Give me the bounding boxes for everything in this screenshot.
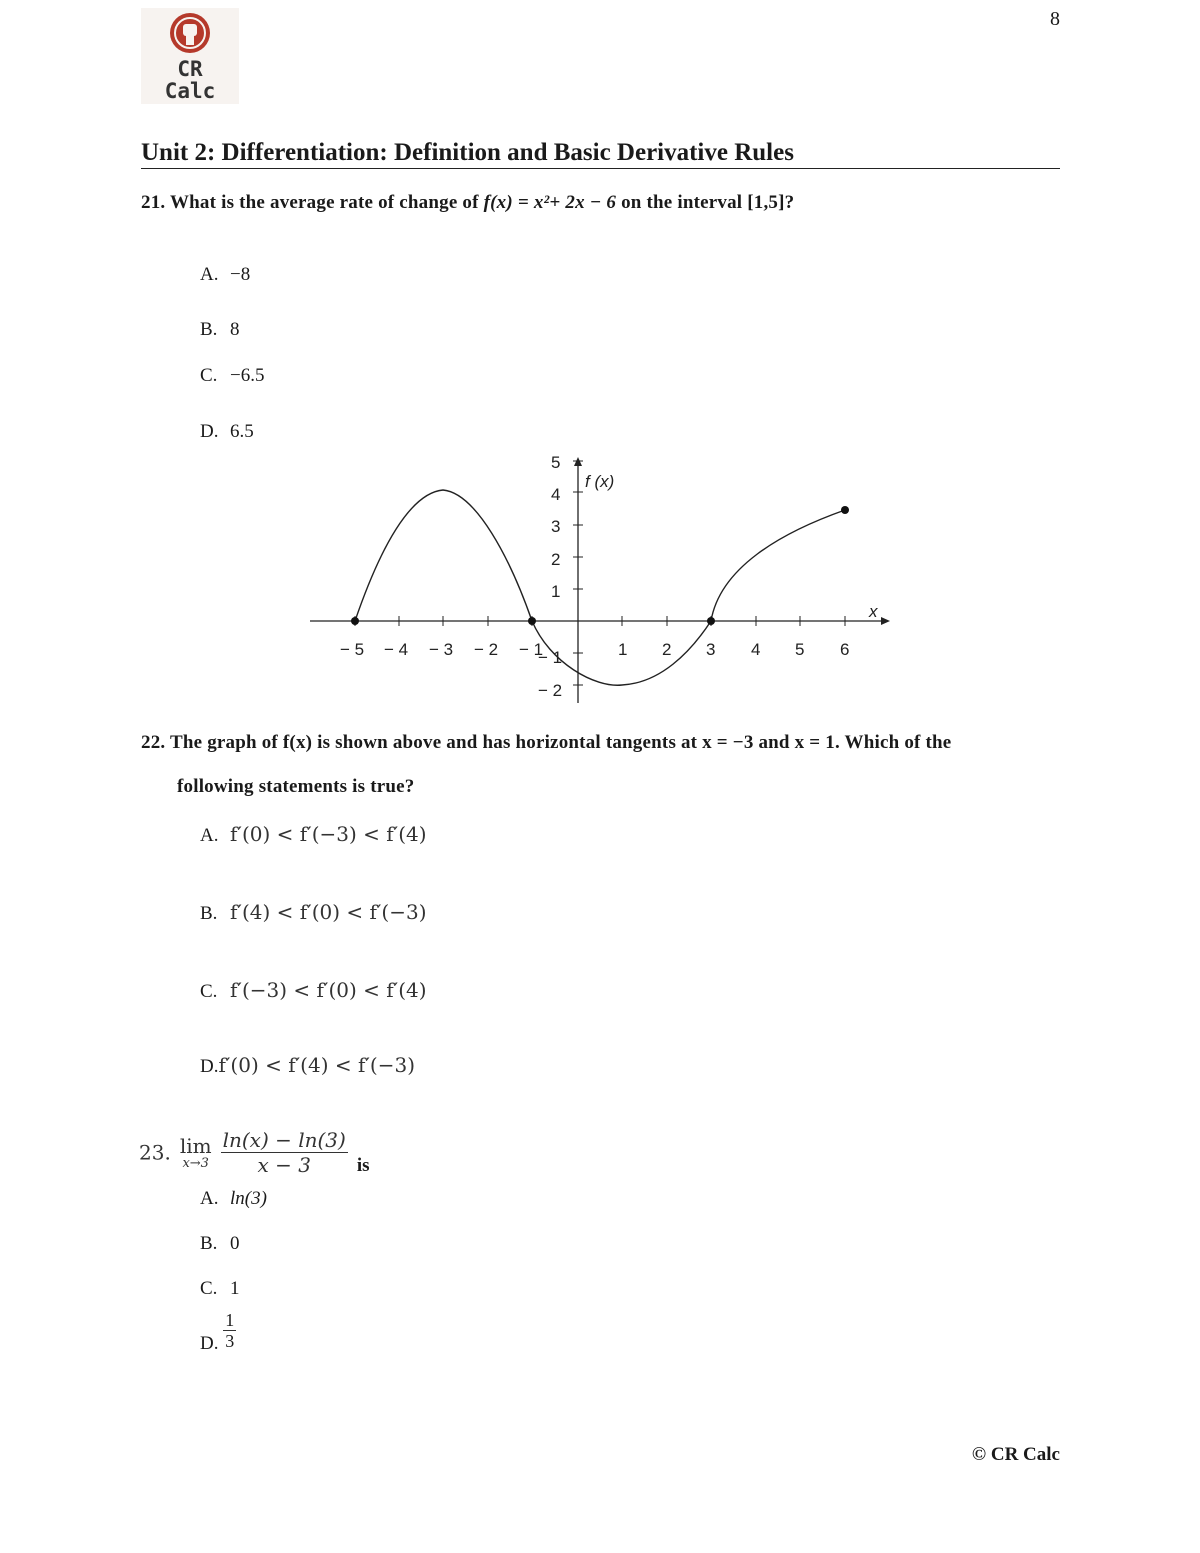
x-axis-label: x xyxy=(869,602,878,621)
q22-option-d[interactable] xyxy=(200,1053,415,1078)
x-tick-label: 5 xyxy=(795,640,805,659)
x-tick-label: 2 xyxy=(662,640,672,659)
lim-subscript: x→3 xyxy=(182,1155,209,1171)
option-text: f′(0) < f′(4) < f′(−3) xyxy=(218,1053,416,1077)
option-label: D. xyxy=(200,421,219,442)
question-number: 23. xyxy=(139,1140,171,1165)
q22-option-b[interactable] xyxy=(200,900,427,925)
q21-option-b[interactable] xyxy=(200,319,240,341)
y-tick-label: 3 xyxy=(551,517,561,536)
option-label: A. xyxy=(200,1188,219,1209)
x-tick-label: 4 xyxy=(751,640,761,659)
x-tick-label: − 1 xyxy=(519,640,544,659)
option-text: 0 xyxy=(230,1233,240,1254)
page-title: Unit 2: Differentiation: Definition and Basic Derivative Rules xyxy=(141,138,1060,169)
x-tick-label: − 3 xyxy=(429,640,454,659)
point-marker xyxy=(707,617,715,625)
x-tick-label: 6 xyxy=(840,640,850,659)
function-expression: f(x) = x²+ 2x − 6 xyxy=(483,192,617,213)
option-label: D. xyxy=(200,1332,219,1354)
q23-option-d[interactable] xyxy=(200,1310,236,1355)
x-axis-arrow xyxy=(881,617,890,625)
option-label: A. xyxy=(200,264,219,285)
point-marker xyxy=(351,617,359,625)
option-text: −6.5 xyxy=(230,365,265,386)
q21-option-a[interactable] xyxy=(200,264,250,286)
x-tick-label: − 5 xyxy=(340,640,365,659)
logo-text: CR Calc xyxy=(164,57,216,103)
x-tick-label: − 2 xyxy=(474,640,499,659)
lim-text: lim xyxy=(179,1133,212,1158)
option-label: A. xyxy=(200,825,219,846)
x-tick-label: 1 xyxy=(618,640,628,659)
logo xyxy=(141,8,239,104)
question-23 xyxy=(139,1128,370,1177)
option-text: ln(3) xyxy=(230,1188,267,1209)
q22-option-a[interactable] xyxy=(200,822,427,847)
option-text: f′(4) < f′(0) < f′(−3) xyxy=(230,900,427,924)
limit-fraction xyxy=(221,1128,348,1177)
option-label: B. xyxy=(200,903,218,924)
option-label: C. xyxy=(200,1278,218,1299)
option-text: −8 xyxy=(230,264,251,285)
question-text: The graph of f(x) is shown above and has horizontal tangents at x = −3 and x = 1. Which of the xyxy=(169,732,952,753)
y-tick-label: 2 xyxy=(551,550,561,569)
question-22 xyxy=(141,732,951,754)
option-label: B. xyxy=(200,1233,218,1254)
q23-option-b[interactable] xyxy=(200,1233,240,1255)
option-label: D. xyxy=(200,1056,219,1077)
option-label: C. xyxy=(200,365,218,386)
point-marker xyxy=(841,506,849,514)
q21-option-d[interactable] xyxy=(200,421,254,443)
option-text: 1 xyxy=(230,1278,240,1299)
option-text: f′(0) < f′(−3) < f′(4) xyxy=(230,822,427,846)
option-text: 6.5 xyxy=(230,421,254,442)
raised-fist-icon xyxy=(168,11,212,55)
fraction-one-third xyxy=(223,1310,236,1351)
x-tick-label: − 4 xyxy=(384,640,409,659)
q23-option-a[interactable] xyxy=(200,1188,267,1210)
footer-copyright: © CR Calc xyxy=(971,1444,1060,1465)
point-marker xyxy=(528,617,536,625)
option-label: C. xyxy=(200,981,218,1002)
question-suffix: is xyxy=(356,1155,370,1177)
q21-option-c[interactable] xyxy=(200,365,264,387)
function-graph xyxy=(300,448,900,713)
numerator: ln(x) − ln(3) xyxy=(222,1128,346,1152)
limit-operator xyxy=(180,1135,212,1171)
y-tick-label: 4 xyxy=(551,485,561,504)
question-21 xyxy=(141,192,794,214)
denominator: x − 3 xyxy=(257,1153,311,1177)
question-text: What is the average rate of change of xyxy=(169,192,479,213)
y-tick-label: − 1 xyxy=(538,648,563,667)
question-number: 22. xyxy=(141,732,166,753)
question-number: 21. xyxy=(141,192,166,213)
q23-option-c[interactable] xyxy=(200,1278,240,1300)
option-label: B. xyxy=(200,319,218,340)
fraction-numerator: 1 xyxy=(225,1310,235,1330)
question-text-suffix: on the interval [1,5]? xyxy=(621,192,795,213)
fraction-denominator: 3 xyxy=(225,1331,235,1351)
y-tick-label: 5 xyxy=(551,453,561,472)
x-tick-label: 3 xyxy=(706,640,716,659)
q22-option-c[interactable] xyxy=(200,978,427,1003)
question-22-line-2: following statements is true? xyxy=(177,776,415,797)
page-number: 8 xyxy=(1050,8,1060,30)
y-axis-label: f (x) xyxy=(585,472,615,491)
option-text: f′(−3) < f′(0) < f′(4) xyxy=(230,978,427,1002)
y-tick-label: − 2 xyxy=(538,681,563,700)
option-text: 8 xyxy=(230,319,240,340)
y-tick-label: 1 xyxy=(551,582,561,601)
